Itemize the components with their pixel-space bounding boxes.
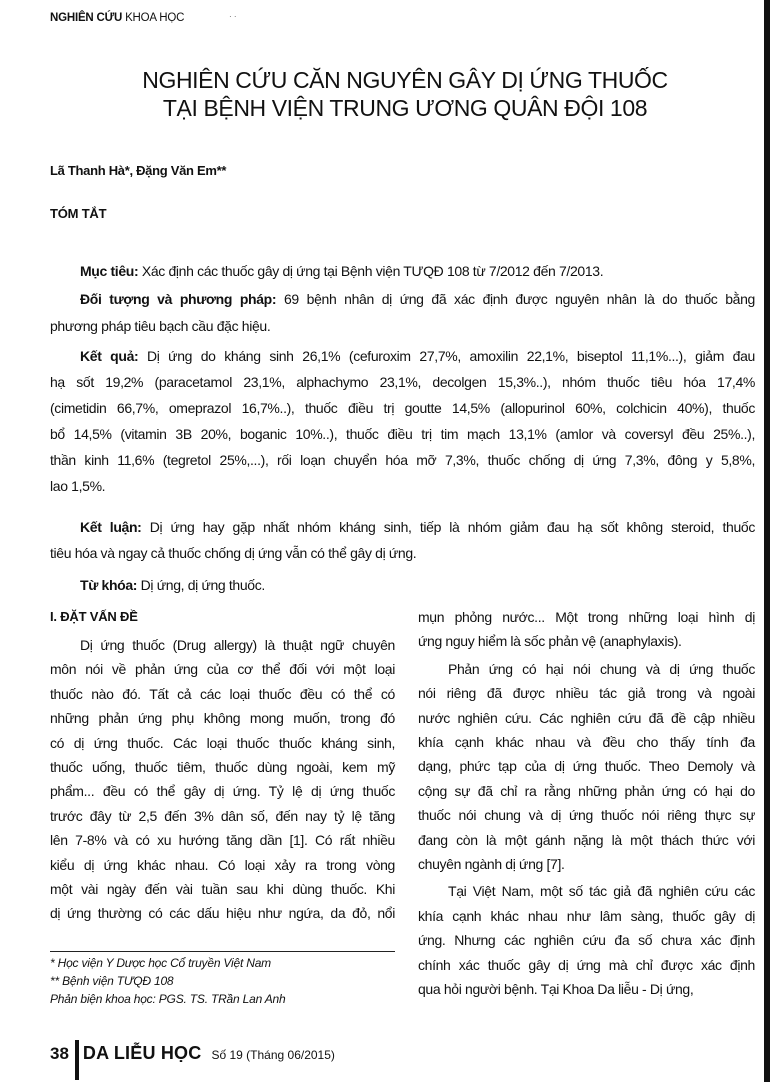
text-line: [50, 317, 755, 335]
text-line: [418, 733, 755, 751]
text-line: [50, 685, 395, 703]
text-line: [418, 855, 755, 873]
line-text: 69 bệnh nhân dị ứng đã xác định được nguyên nhân là do thuốc bằng: [283, 291, 755, 307]
text-line: [50, 373, 755, 391]
text-line: [50, 782, 395, 800]
text-line: [418, 709, 755, 727]
line-text: (cimetidin 66,7%, omeprazol 16,7%..), thuốc điều trị goutte 14,5% (allopurinol 60%, colchicin 40%), thuốc: [50, 400, 755, 416]
page-number: 38: [50, 1044, 69, 1063]
line-text: tiêu hóa và ngay cả thuốc chống dị ứng vẫn có thể gây dị ứng.: [50, 545, 417, 561]
paragraph-label: Kết luận:: [80, 519, 142, 535]
footnote-rule: [50, 951, 395, 952]
paragraph-label: Đối tượng và phương pháp:: [80, 291, 277, 307]
line-text: thần kinh 11,6% (tegretol 25%,...), rối loạn chuyển hóa mỡ 7,3%, thuốc chống dị ứng 7,3%, đông y 5,8%,: [50, 452, 755, 468]
footnote: ** Bệnh viện TƯQĐ 108: [50, 974, 174, 988]
text-line: [448, 660, 755, 678]
line-text: hạ sốt 19,2% (paracetamol 23,1%, alphachymo 23,1%, decolgen 15,3%..), nhóm thuốc tiêu hóa 17,4%: [50, 374, 755, 390]
line-text: bổ 14,5% (vitamin 3B 20%, boganic 10%..), thuốc điều trị tim mạch 13,1% (amlor và coversyl đều 25%..),: [50, 426, 755, 442]
line-text: qua hỏi người bệnh. Tại Khoa Da liễu - Dị ứng,: [418, 981, 694, 997]
section-heading: I. ĐẶT VẤN ĐỀ: [50, 609, 138, 624]
text-line: [418, 806, 755, 824]
text-line: [50, 807, 395, 825]
line-text: phương pháp tiêu bạch cầu đặc hiệu.: [50, 318, 271, 334]
line-text: Dị ứng, dị ứng thuốc.: [140, 577, 265, 593]
text-line: [418, 782, 755, 800]
authors: Lã Thanh Hà*, Đặng Văn Em**: [50, 163, 227, 178]
footnote: * Học viện Y Dược học Cổ truyền Việt Nam: [50, 956, 271, 970]
text-line: [418, 632, 755, 650]
line-text: mụn phỏng nước... Một trong những loại hình dị: [418, 609, 755, 625]
line-text: một vài ngày đến vài tuần sau khi dùng thuốc. Khi: [50, 881, 395, 897]
text-line: [50, 831, 395, 849]
text-line: [50, 856, 395, 874]
line-text: nói riêng đã được nhiều tác giả trong và ngoài: [418, 685, 755, 702]
text-line: [50, 544, 755, 562]
line-text: thuốc uống, thuốc tiêm, thuốc dùng ngoài, kem mỹ: [50, 759, 395, 775]
line-text: lên 7-8% và có xu hướng tăng dần [1]. Có rất nhiều: [50, 832, 395, 849]
line-text: nước nghiên cứu. Các nghiên cứu đã đề cập nhiều: [418, 709, 755, 726]
line-text: thuốc nào đó. Tất cả các loại thuốc đều có thể có: [50, 685, 395, 702]
text-line: [50, 709, 395, 727]
line-text: kiểu dị ứng khác nhau. Có loại xảy ra trong vòng: [50, 856, 395, 873]
text-line: [418, 980, 755, 998]
text-line: [50, 660, 395, 678]
text-line: [80, 290, 755, 308]
title-line: NGHIÊN CỨU CĂN NGUYÊN GÂY DỊ ỨNG THUỐC: [142, 67, 668, 93]
line-text: Phản ứng có hại nói chung và dị ứng thuốc: [448, 660, 755, 677]
line-text: dạng, phức tạp của dị ứng thuốc. Theo Demoly và: [418, 758, 755, 775]
paragraph-label: Mục tiêu:: [80, 263, 139, 279]
text-line: [418, 831, 755, 849]
footnote: Phản biện khoa học: PGS. TS. TRần Lan Anh: [50, 992, 286, 1006]
text-line: [50, 758, 395, 776]
page-footer: [50, 1040, 335, 1080]
text-line: [50, 477, 755, 495]
line-text: ứng nguy hiểm là sốc phản vệ (anaphylaxis).: [418, 633, 682, 650]
line-text: Dị ứng hay gặp nhất nhóm kháng sinh, tiếp là nhóm giảm đau hạ sốt không steroid, thuốc: [149, 519, 755, 535]
text-line: [50, 399, 755, 417]
text-line: [448, 882, 755, 900]
line-text: ứng. Nhưng các nghiên cứu đa số chưa xác định: [418, 932, 755, 949]
line-text: Dị ứng do kháng sinh 26,1% (cefuroxim 27,7%, amoxilin 22,1%, biseptol 11,1%...), giảm đau: [147, 348, 755, 364]
line-text: khía cạnh khác nhau như lâm sàng, thuốc gây dị: [418, 907, 755, 924]
line-text: lao 1,5%.: [50, 478, 106, 494]
line-text: có dị ứng thuốc. Các loại thuốc thuốc kháng sinh,: [50, 734, 395, 751]
line-text: dị ứng thường có các dấu hiệu như ngứa, da đỏ, nổi: [50, 905, 395, 922]
text-line: [418, 608, 755, 626]
text-line: [80, 262, 755, 280]
text-line: [50, 734, 395, 752]
running-header: [50, 12, 184, 24]
footer-bar: [75, 1040, 79, 1080]
line-text: Dị ứng thuốc (Drug allergy) là thuật ngữ chuyên: [80, 637, 395, 653]
text-line: [50, 880, 395, 898]
line-text: Tại Việt Nam, một số tác giả đã nghiên cứu các: [448, 883, 755, 900]
text-line: [80, 518, 755, 536]
journal-name: DA LIỄU HỌC: [82, 1043, 202, 1063]
line-text: trước đây từ 2,5 đến 3% dân số, đến nay tỷ lệ tăng: [50, 807, 395, 824]
line-text: phẩm... đều có thể gây dị ứng. Tỷ lệ dị ứng thuốc: [50, 783, 395, 800]
text-line: [418, 956, 755, 974]
article-title: [60, 66, 750, 122]
line-text: chính xác thuốc gây dị ứng mà chỉ được xác định: [418, 956, 755, 973]
line-text: chuyên ngành dị ứng [7].: [418, 856, 565, 872]
header-rest: KHOA HỌC: [125, 12, 185, 24]
text-line: [418, 684, 755, 702]
scan-edge: [764, 0, 770, 1082]
line-text: cộng sự đã chỉ ra rằng những phản ứng có hại do: [418, 782, 755, 799]
title-line: TẠI BỆNH VIỆN TRUNG ƯƠNG QUÂN ĐỘI 108: [162, 95, 648, 121]
line-text: khía cạnh khác nhau và đều cho thấy tính đa: [418, 734, 755, 750]
text-line: [418, 907, 755, 925]
text-line: [418, 931, 755, 949]
line-text: Xác định các thuốc gây dị ứng tại Bệnh viện TƯQĐ 108 từ 7/2012 đến 7/2013.: [141, 263, 604, 279]
line-text: những phản ứng phụ không mong muốn, trong đó: [50, 710, 395, 727]
text-line: [80, 576, 755, 594]
abstract-heading: TÓM TẮT: [50, 206, 107, 221]
paragraph-label: Kết quả:: [80, 348, 139, 364]
line-text: môn nói về phản ứng của cơ thể đối với một loại: [50, 661, 395, 678]
line-text: đang còn là một gánh nặng là một thách thức với: [418, 831, 755, 848]
line-text: thuốc nói chung và dị ứng thuốc nói riêng thực sự: [418, 807, 755, 824]
issue-info: Số 19 (Tháng 06/2015): [211, 1048, 335, 1062]
paragraph-label: Từ khóa:: [80, 577, 138, 593]
text-line: [80, 347, 755, 365]
text-line: [50, 904, 395, 922]
scan-speck: · ·: [229, 12, 237, 21]
header-bold: NGHIÊN CỨU: [50, 12, 123, 24]
text-line: [80, 636, 395, 654]
text-line: [50, 451, 755, 469]
text-line: [418, 757, 755, 775]
text-line: [50, 425, 755, 443]
